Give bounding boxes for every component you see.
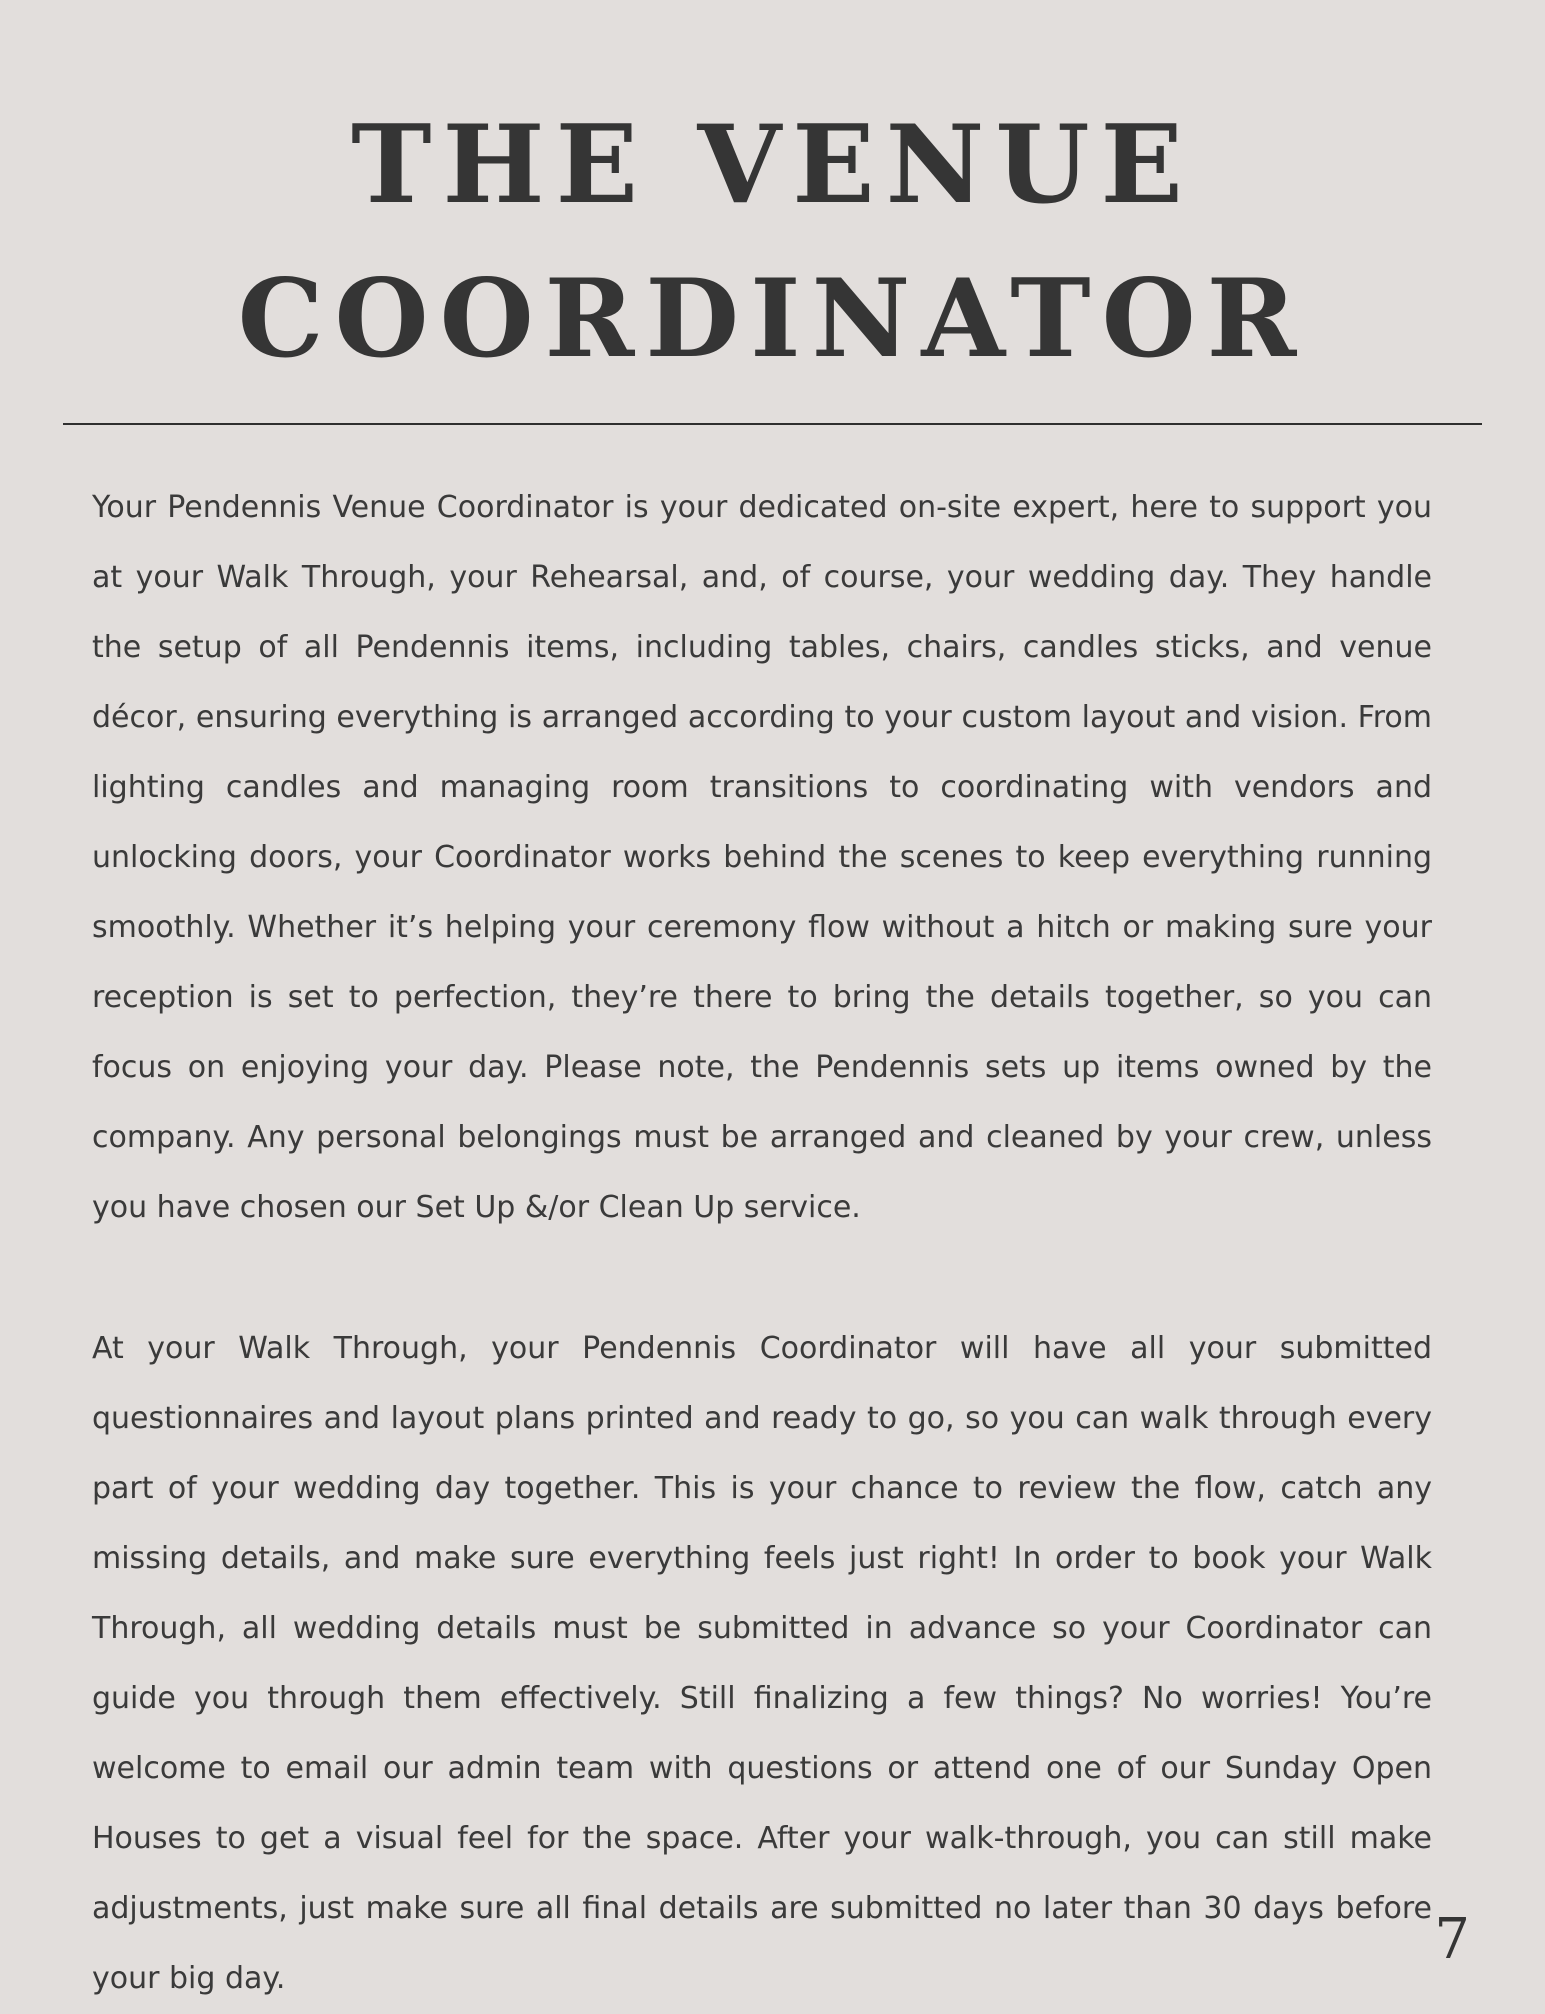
- page-title-line-2: COORDINATOR: [237, 256, 1308, 382]
- page-number: 7: [1434, 1907, 1470, 1972]
- paragraph-venue-coordinator-role: Your Pendennis Venue Coordinator is your dedicated on-site expert, here to support you at your Walk Through, your Rehearsal, and, of course, your wedding day. They handle the setup of all Pendennis items, including tables, chairs, candles sticks, and venue décor, ensuring everything is arranged according to your custom layout and vision. From lighting candles and managing room transitions to coordinating with vendors and unlocking doors, your Coordinator works behind the scenes to keep everything running smoothly. Whether it’s helping your ceremony flow without a hitch or making sure your reception is set to perfection, they’re there to bring the details together, so you can focus on enjoying your day. Please note, the Pendennis sets up items owned by the company. Any personal belongings must be arranged and cleaned by your crew, unless you have chosen our Set Up &/or Clean Up service.: [92, 490, 1432, 1225]
- page-title-line-1: THE VENUE: [351, 102, 1194, 228]
- page-title: [0, 88, 1545, 396]
- title-divider: [63, 423, 1482, 425]
- paragraph-walk-through: At your Walk Through, your Pendennis Coordinator will have all your submitted questionnaires and layout plans printed and ready to go, so you can walk through every part of your wedding day together. This is your chance to review the flow, catch any missing details, and make sure everything feels just right! In order to book your Walk Through, all wedding details must be submitted in advance so your Coordinator can guide you through them effectively. Still finalizing a few things? No worries! You’re welcome to email our admin team with questions or attend one of our Sunday Open Houses to get a visual feel for the space. After your walk-through, you can still make adjustments, just make sure all final details are submitted no later than 30 days before your big day.: [92, 1331, 1432, 1996]
